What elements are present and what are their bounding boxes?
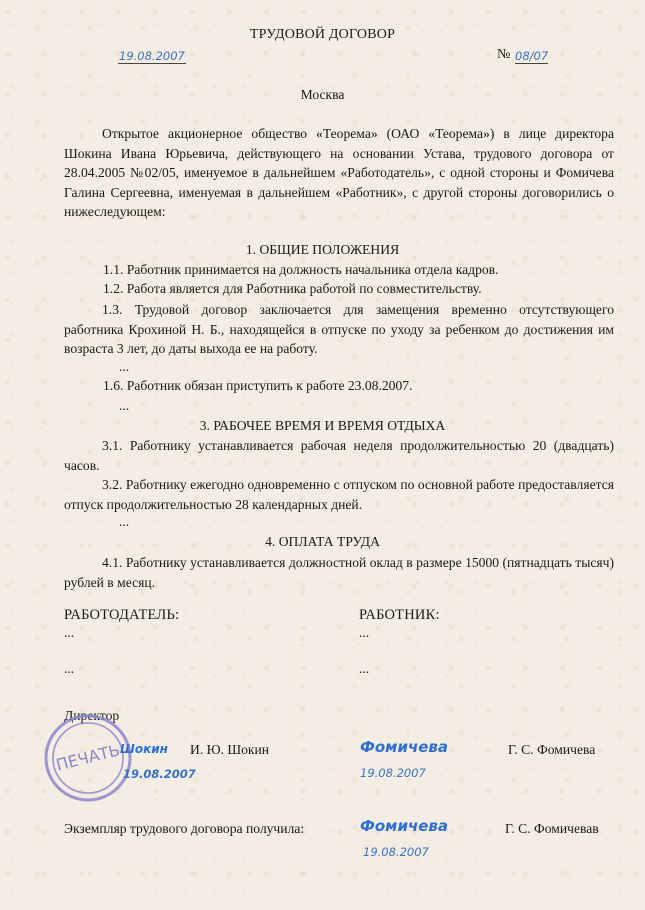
ellipsis: ...: [359, 625, 370, 640]
clause-1-3: 1.3. Трудовой договор заключается для замещения временно отсутствующего работника Крохиной Н. Б., находящейся в отпуске по уходу за ребенком до достижения им возраста 3 лет, до даты выхода ее на работу.: [64, 302, 614, 356]
received-signature: Фомичева: [360, 817, 449, 835]
stamp-text: ПЕЧАТЬ: [54, 740, 122, 775]
clause-4-1: 4.1. Работнику устанавливается должностной оклад в размере 15000 (пятнадцать тысяч) рублей в месяц.: [64, 555, 614, 590]
clause-1-2: 1.2. Работа является для Работника работой по совместительству.: [103, 281, 482, 296]
employee-signature: Фомичева: [360, 738, 449, 756]
received-name: Г. С. Фомичевав: [505, 821, 599, 836]
section-4-heading: 4. ОПЛАТА ТРУДА: [265, 534, 380, 549]
employer-signature: Шокин: [120, 742, 168, 756]
clause-3-2: 3.2. Работнику ежегодно одновременно с отпуском по основной работе предоставляется отпуск продолжительностью 28 календарных дней.: [64, 477, 614, 512]
number-sign: №: [497, 47, 511, 62]
ellipsis: ...: [64, 625, 75, 640]
employer-position: Директор: [64, 708, 120, 723]
received-label: Экземпляр трудового договора получила:: [64, 821, 305, 836]
section-1-heading: 1. ОБЩИЕ ПОЛОЖЕНИЯ: [245, 242, 400, 257]
ellipsis: ...: [119, 514, 130, 529]
employee-sign-date: 19.08.2007: [360, 766, 426, 780]
contract-date: 19.08.2007: [119, 49, 185, 63]
stamp-seal: [43, 713, 133, 803]
employee-name: Г. С. Фомичева: [508, 742, 596, 757]
employer-heading: РАБОТОДАТЕЛЬ:: [64, 607, 180, 623]
ellipsis: ...: [359, 661, 370, 676]
clause-1-1: 1.1. Работник принимается на должность начальника отдела кадров.: [103, 262, 499, 277]
clause-3-1: 3.1. Работнику устанавливается рабочая неделя продолжительностью 20 (двадцать) часов.: [64, 438, 614, 473]
document-title: ТРУДОВОЙ ДОГОВОР: [249, 27, 396, 42]
contract-number: 08/07: [515, 49, 549, 63]
employer-name: И. Ю. Шокин: [190, 742, 270, 757]
section-3-heading: 3. РАБОЧЕЕ ВРЕМЯ И ВРЕМЯ ОТДЫХА: [199, 418, 446, 433]
ellipsis: ...: [119, 359, 130, 374]
employee-heading: РАБОТНИК:: [359, 607, 440, 623]
clause-1-6: 1.6. Работник обязан приступить к работе 23.08.2007.: [103, 378, 413, 393]
employer-sign-date: 19.08.2007: [123, 767, 196, 781]
ellipsis: ...: [119, 398, 130, 413]
received-date: 19.08.2007: [363, 845, 429, 859]
ellipsis: ...: [64, 661, 75, 676]
city: Москва: [300, 87, 345, 102]
intro-paragraph: Открытое акционерное общество «Теорема» (ОАО «Теорема») в лице директора Шокина Ивана Юрьевича, действующего на основании Устава, трудового договора от 28.04.2005 №02/05, именуемое в дальнейшем «Работодатель», с одной стороны и Фомичева Галина Сергеевна, именуемая в дальнейшем «Работник», с другой стороны договорились о нижеследующем:: [64, 126, 614, 219]
